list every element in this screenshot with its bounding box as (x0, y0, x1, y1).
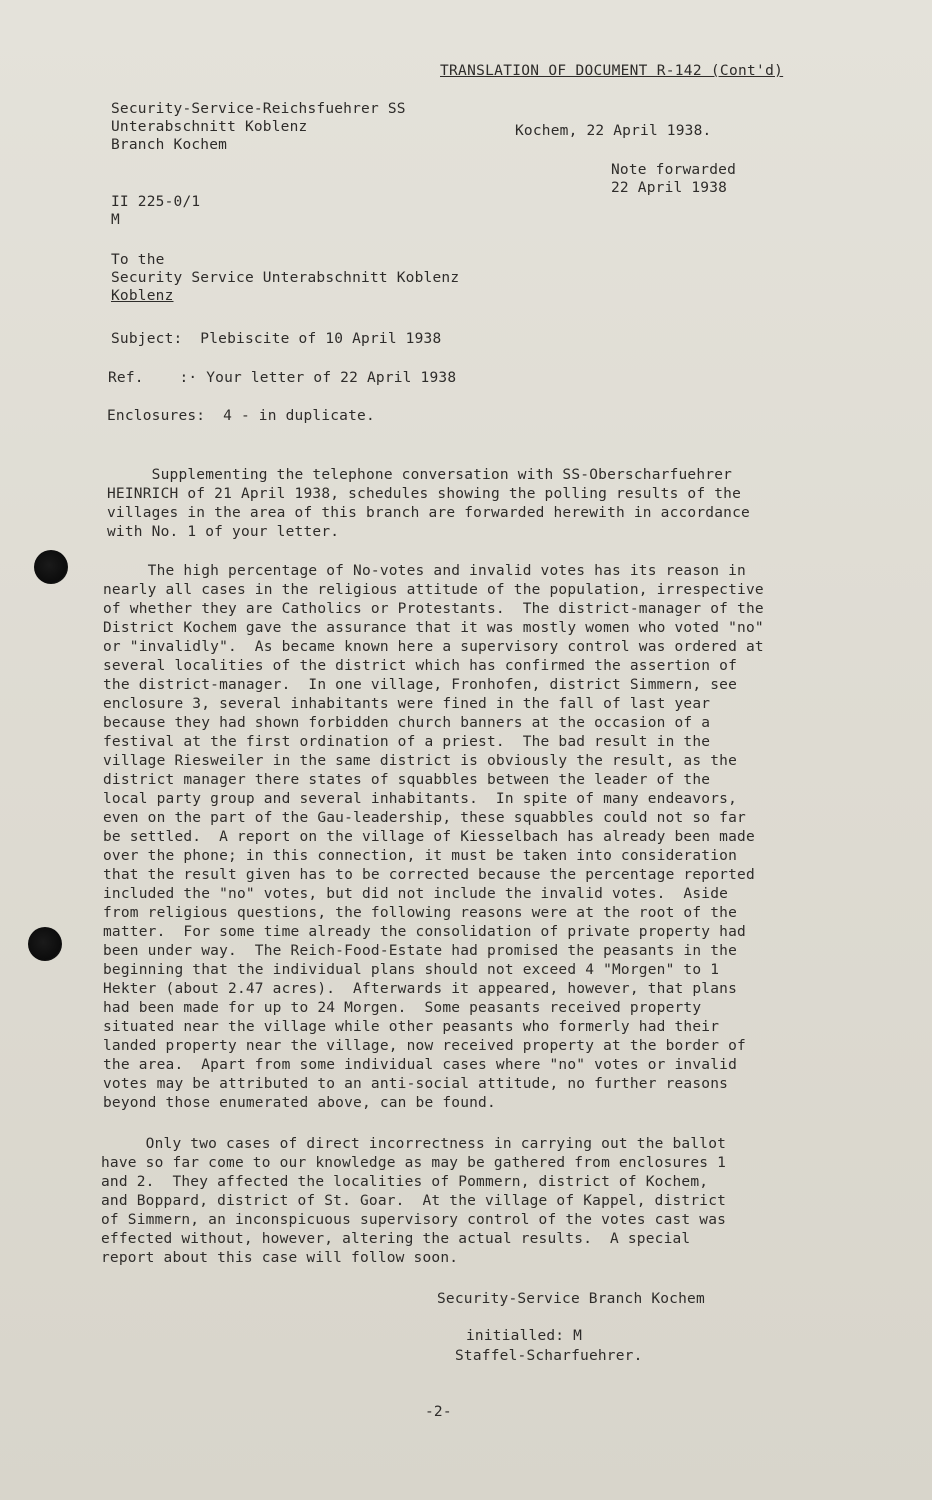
recipient-line: To the (111, 252, 165, 268)
text-line: HEINRICH of 21 April 1938, schedules showing the polling results of the (107, 486, 742, 502)
text-line: included the "no" votes, but did not include the invalid votes. Aside (103, 886, 729, 902)
text-line: of whether they are Catholics or Protestants. The district-manager of the (103, 601, 764, 617)
text-line: Hekter (about 2.47 acres). Afterwards it appeared, however, that plans (103, 981, 738, 997)
closing-signature: Security-Service Branch Kochem (437, 1291, 705, 1307)
page-number: -2- (425, 1404, 452, 1420)
text-line: villages in the area of this branch are forwarded herewith in accordance (107, 505, 750, 521)
sender-line: Branch Kochem (111, 137, 228, 153)
punch-hole (34, 550, 68, 584)
text-line: be settled. A report on the village of Kiesselbach has already been made (103, 829, 755, 845)
text-line: landed property near the village, now received property at the border of (103, 1038, 746, 1054)
sender-line: Unterabschnitt Koblenz (111, 119, 308, 135)
text-line: that the result given has to be corrected because the percentage reported (103, 867, 755, 883)
text-line: beginning that the individual plans should not exceed 4 "Morgen" to 1 (103, 962, 720, 978)
text-line: have so far come to our knowledge as may be gathered from enclosures 1 (101, 1155, 727, 1171)
paragraph-incorrectness (101, 1135, 726, 1268)
text-line: with No. 1 of your letter. (107, 524, 340, 540)
text-line: several localities of the district which has confirmed the assertion of (103, 658, 738, 674)
text-line: effected without, however, altering the actual results. A special (101, 1231, 691, 1247)
note-line: Note forwarded (611, 162, 737, 178)
recipient-line: Security Service Unterabschnitt Koblenz (111, 270, 460, 286)
text-line: because they had shown forbidden church banners at the occasion of a (103, 715, 711, 731)
text-line: the area. Apart from some individual cases where "no" votes or invalid (103, 1057, 738, 1073)
sender-line: Security-Service-Reichsfuehrer SS (111, 101, 406, 117)
text-line: District Kochem gave the assurance that it was mostly women who voted "no" (103, 620, 764, 636)
text-line: enclosure 3, several inhabitants were fined in the fall of last year (103, 696, 711, 712)
recipient-city: Koblenz (111, 288, 174, 304)
text-line: report about this case will follow soon. (101, 1250, 459, 1266)
paragraph-no-votes (103, 562, 764, 1113)
text-line: matter. For some time already the consolidation of private property had (103, 924, 746, 940)
punch-hole (28, 927, 62, 961)
text-line: of Simmern, an inconspicuous supervisory control of the votes cast was (101, 1212, 727, 1228)
text-line: votes may be attributed to an anti-social attitude, no further reasons (103, 1076, 729, 1092)
text-line: from religious questions, the following reasons were at the root of the (103, 905, 738, 921)
text-line: and Boppard, district of St. Goar. At the village of Kappel, district (101, 1193, 727, 1209)
initialled-line: initialled: M (466, 1328, 583, 1344)
text-line: The high percentage of No-votes and invalid votes has its reason in (103, 563, 746, 579)
text-line: over the phone; in this connection, it must be taken into consideration (103, 848, 738, 864)
text-line: district manager there states of squabbles between the leader of the (103, 772, 711, 788)
file-ref-line: M (111, 212, 120, 228)
recipient-block (111, 251, 459, 305)
file-ref-line: II 225-0/1 (111, 194, 201, 210)
text-line: and 2. They affected the localities of Pommern, district of Kochem, (101, 1174, 709, 1190)
text-line: Supplementing the telephone conversation with SS-Oberscharfuehrer (107, 467, 733, 483)
text-line: or "invalidly". As became known here a supervisory control was ordered at (103, 639, 764, 655)
rank-line: Staffel-Scharfuehrer. (455, 1348, 643, 1364)
sender-block (111, 100, 406, 154)
text-line: been under way. The Reich-Food-Estate had promised the peasants in the (103, 943, 738, 959)
text-line: had been made for up to 24 Morgen. Some peasants received property (103, 1000, 702, 1016)
enclosures-line: Enclosures: 4 - in duplicate. (107, 408, 375, 424)
text-line: festival at the first ordination of a priest. The bad result in the (103, 734, 711, 750)
note-line: 22 April 1938 (611, 180, 728, 196)
forwarding-note (611, 161, 736, 197)
subject-line: Subject: Plebiscite of 10 April 1938 (111, 331, 442, 347)
text-line: even on the part of the Gau-leadership, these squabbles could not so far (103, 810, 746, 826)
document-header-title: TRANSLATION OF DOCUMENT R-142 (Cont'd) (440, 63, 784, 79)
file-reference (111, 193, 200, 229)
text-line: village Riesweiler in the same district is obviously the result, as the (103, 753, 738, 769)
place-date: Kochem, 22 April 1938. (515, 123, 712, 139)
reference-line: Ref. :· Your letter of 22 April 1938 (108, 370, 457, 386)
paragraph-supplement (107, 466, 750, 542)
text-line: local party group and several inhabitants. In spite of many endeavors, (103, 791, 738, 807)
text-line: situated near the village while other peasants who formerly had their (103, 1019, 720, 1035)
text-line: Only two cases of direct incorrectness in carrying out the ballot (101, 1136, 727, 1152)
text-line: beyond those enumerated above, can be found. (103, 1095, 496, 1111)
text-line: the district-manager. In one village, Fronhofen, district Simmern, see (103, 677, 738, 693)
text-line: nearly all cases in the religious attitude of the population, irrespective (103, 582, 764, 598)
